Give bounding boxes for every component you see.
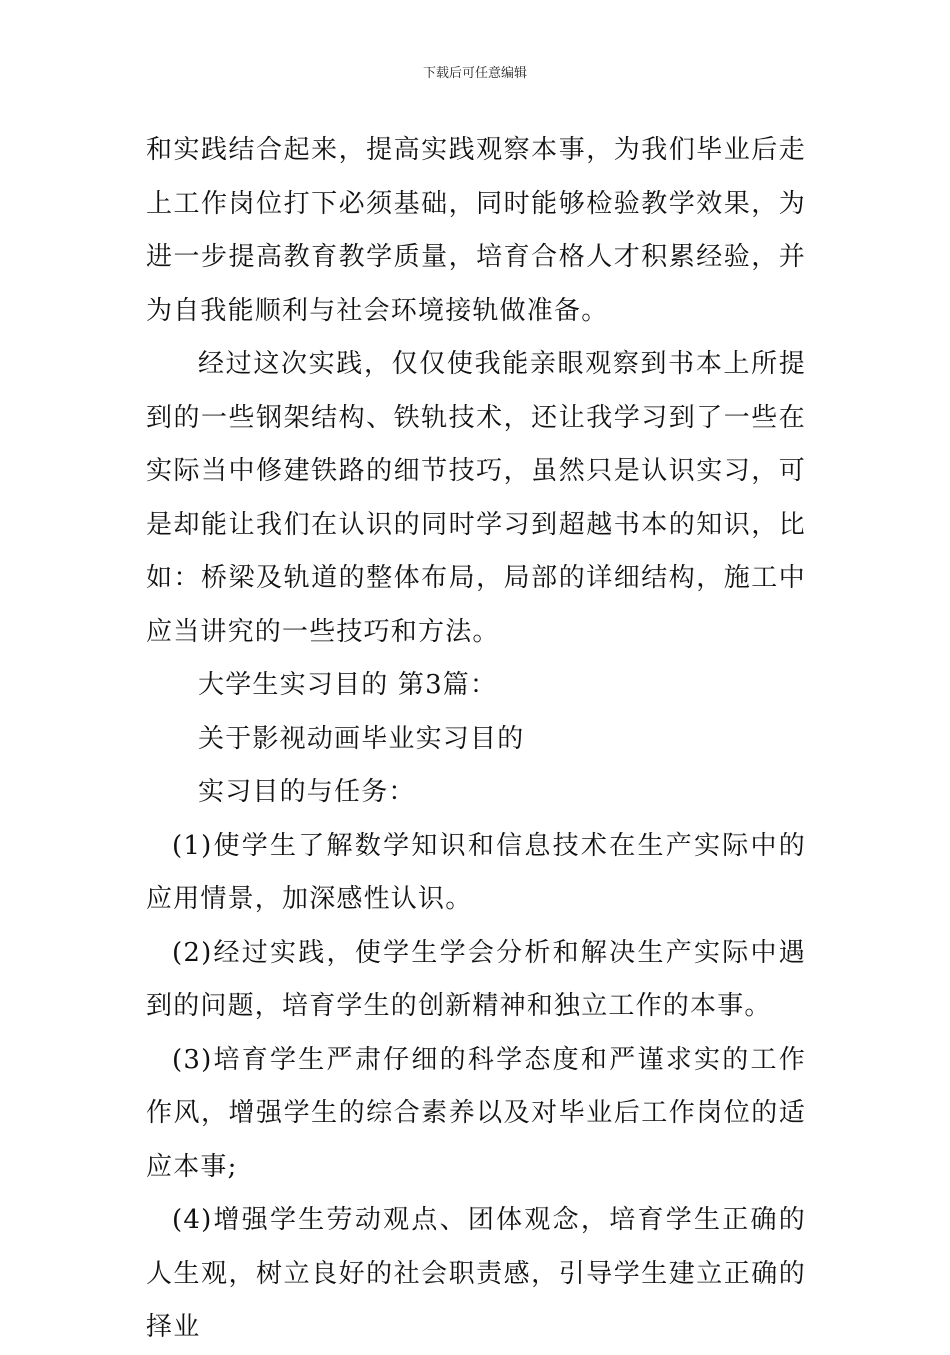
section-label: 实习目的与任务： [198, 777, 416, 807]
section-heading: 大学生实习目的 第3篇： [198, 670, 498, 700]
paragraph-continuation: 和实践结合起来，提高实践观察本事，为我们毕业后走上工作岗位打下必须基础，同时能够检验教学效果，为进一步提高教育教学质量，培育合格人才积累经验，并为自我能顺利与社会环境接轨做准备。 [146, 135, 806, 326]
list-item-4: (4)增强学生劳动观点、团体观念，培育学生正确的人生观，树立良好的社会职责感，引导学生建立正确的择业 [146, 1205, 806, 1342]
list-item-1: (1)使学生了解数学知识和信息技术在生产实际中的应用情景，加深感性认识。 [146, 830, 806, 914]
list-item-2: (2)经过实践，使学生学会分析和解决生产实际中遇到的问题，培育学生的创新精神和独立工作的本事。 [146, 937, 806, 1021]
document-body [146, 124, 806, 1355]
paragraph-practice-summary: 经过这次实践，仅仅使我能亲眼观察到书本上所提到的一些钢架结构、铁轨技术，还让我学习到了一些在实际当中修建铁路的细节技巧，虽然只是认识实习，可是却能让我们在认识的同时学习到超越书本的知识，比如：桥梁及轨道的整体布局，局部的详细结构，施工中应当讲究的一些技巧和方法。 [146, 349, 806, 647]
page-header-note: 下载后可任意编辑 [422, 66, 527, 81]
list-item-3: (3)培育学生严肃仔细的科学态度和严谨求实的工作作风，增强学生的综合素养以及对毕业后工作岗位的适应本事; [146, 1044, 806, 1182]
section-subtitle: 关于影视动画毕业实习目的 [198, 723, 525, 754]
